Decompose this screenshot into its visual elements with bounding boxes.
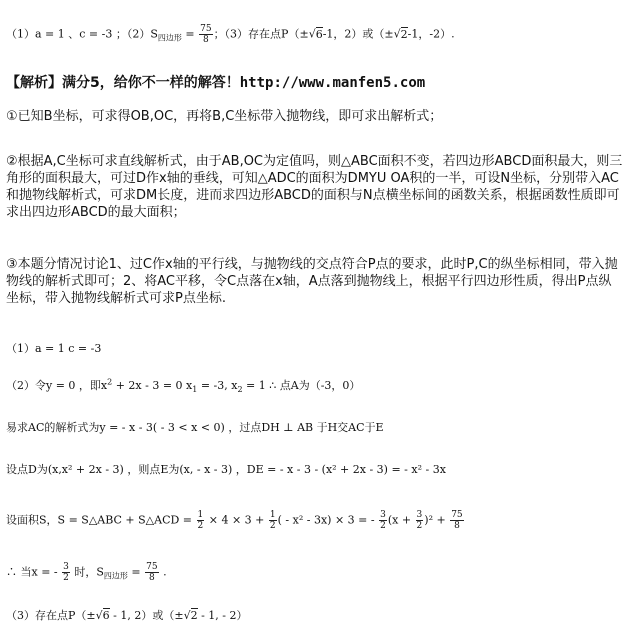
s7-part-c: - 1, - 2） <box>197 609 248 622</box>
answer-fraction <box>199 24 212 45</box>
s2-sup: 2 <box>107 377 113 387</box>
frac-75-8: $\frac{75}{8}$ <box>451 510 463 531</box>
frac-half-1: $\frac{1}{2}$ <box>197 510 204 531</box>
answer-line: （1）a = 1 、c = -3 ；$(2)S_{四边形}$ = $\frac{75}{8}$ ；（3）存在点P（±√6-1，2）或（±√2-1，-2）. <box>6 24 455 45</box>
solution-step-2 <box>6 377 360 394</box>
answer-part3b: -1，2）或（± <box>322 27 394 41</box>
s2-part-c: = -3, x <box>197 379 238 392</box>
s7-sqrt6: 6 <box>102 609 110 622</box>
s6-part-b: 时，S <box>70 565 104 579</box>
answer-frac-num: 75 <box>200 24 212 34</box>
s5-part-c: ( - x² - 3x) × 3 = - <box>277 513 379 527</box>
answer-sub: 四边形 <box>157 33 182 43</box>
analysis-paragraph-3: ③本题分情况讨论1、过C作x轴的平行线，与抛物线的交点符合P点的要求，此时P,C的纵坐标相同，带入抛物线的解析式即可；2、将AC平移，令C点落在x轴，A点落到抛物线上，根据平行四边形性质，得出P点纵坐标，带入抛物线解析式可求P点坐标. <box>6 257 618 306</box>
solution-step-7: （3）存在点P（±√6 - 1, 2）或（±√2 - 1, - 2） <box>6 609 248 622</box>
s5-part-e: )² + <box>424 513 450 527</box>
s6-sub: 四边形 <box>103 571 128 581</box>
s6-part-a: ∴ 当x = - <box>6 565 62 579</box>
answer-sqrt6: 6 <box>315 27 323 41</box>
s2-part-b: + 2x - 3 = 0 x <box>112 379 193 392</box>
frac-x-value: $\frac{3}{2}$ <box>63 562 69 583</box>
s7-part-a: （3）存在点P（± <box>6 609 96 622</box>
s6-part-c: = <box>127 565 145 579</box>
header-url: http://www.manfen5.com <box>239 75 426 91</box>
s5-part-b: × 4 × 3 + <box>205 513 268 527</box>
s2-part-d: = 1 ∴ 点A为（-3，0） <box>242 379 361 392</box>
s5-part-d: (x + <box>387 513 415 527</box>
solution-step-1: （1）a = 1 c = -3 <box>6 342 102 355</box>
answer-part1: （1）a = 1 、c = -3 ；（2）S <box>6 27 158 41</box>
answer-frac-den: 8 <box>202 35 209 45</box>
analysis-paragraph-1: ①已知B坐标，可求得OB,OC，再将B,C坐标带入抛物线，即可求出解析式； <box>6 109 443 124</box>
answer-sqrt2: 2 <box>400 27 408 41</box>
s7-sqrt2: 2 <box>190 609 198 622</box>
s2-sub2: 2 <box>237 385 243 395</box>
s2-sub1: 1 <box>192 385 198 395</box>
s5-part-a: 设面积S，S = S△ABC + S△ACD = <box>6 513 196 527</box>
frac-half-2: $\frac{1}{2}$ <box>269 510 276 531</box>
solution-step-3: 易求AC的解析式为y = - x - 3( - 3 < x < 0) ，过点DH ⊥ AB 于H交AC于E <box>6 421 384 434</box>
solution-step-5 <box>6 510 465 531</box>
answer-part3c: -1，-2）. <box>407 27 455 41</box>
s2-part-a: （2）令y = 0 ，即x <box>6 379 108 392</box>
s7-part-b: - 1, 2）或（± <box>109 609 184 622</box>
header-label: 【解析】满分5，给你不一样的解答！ <box>6 75 240 91</box>
solution-step-4: 设点D为(x,x² + 2x - 3) ，则点E为(x, - x - 3) ，DE = - x - 3 - (x² + 2x - 3) = - x² - 3x <box>6 463 446 476</box>
answer-eq: = <box>181 27 199 41</box>
answer-part3: ；（3）存在点P（± <box>213 27 309 41</box>
solution-step-6: ∴ 当x = - $\frac{3}{2}$ 时，$S_{四边形}$ = $\frac{75}{8}$ . <box>6 562 167 583</box>
frac-three-half-2: $\frac{3}{2}$ <box>416 510 423 531</box>
frac-three-half: $\frac{3}{2}$ <box>380 510 386 531</box>
analysis-paragraph-2: ②根据A,C坐标可求直线解析式，由于AB,OC为定值吗，则△ABC面积不变，若四边形ABCD面积最大，则三角形的面积最大，可过D作x轴的垂线，可知△ADC的面积为DMYU OA积的一半，可设N坐标，分别带入AC和抛物线解析式，可求DM长度，进而求四边形ABCD的面积与N点横坐标间的函数关系，根据函数性质即可求出四边形ABCD的最大面积； <box>6 154 623 220</box>
analysis-header <box>6 72 425 92</box>
frac-max-area: $\frac{75}{8}$ <box>146 562 158 583</box>
